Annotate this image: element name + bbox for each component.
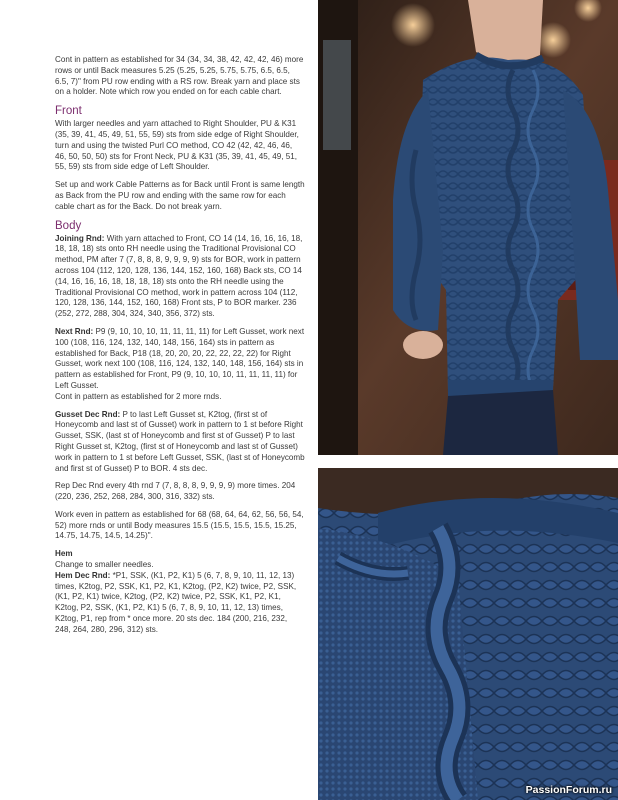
next-round-text: P9 (9, 10, 10, 10, 11, 11, 11, 11) for Left Gusset, work next 100 (108, 116, 124, 132, 140, 148, 156, 164) sts in pattern as established for Back, P18 (18, 20, 20, 20, 22, 22, 22, 22) for Right Gusset, work next 100 (108, 116, 124, 132, 140, 148, 156, 164) sts in pattern as established for Front, P9 (9, 10, 10, 10, 11, 11, 11, 11) for Left Gusset. [55, 326, 305, 390]
sweater-full-illustration [318, 0, 618, 455]
hem-change-paragraph: Change to smaller needles. [55, 560, 154, 570]
joining-round-text: With yarn attached to Front, CO 14 (14, 16, 16, 16, 18, 18, 18, 18) sts onto RH needle using the Traditional Provisional CO method, PM after 7 (7, 8, 8, 8, 9, 9, 9, 9) sts for BOR, work in pattern across 104 (112, 120, 128, 136, 144, 152, 160, 168) Back sts, CO 14 (14, 16, 16, 16, 18, 18, 18, 18) sts onto the RH needle using the Traditional Provisional CO method, work in pattern across 104 (112, 120, 128, 136, 144, 152, 160, 168) Front sts, P to BOR marker. 236 (252, 272, 288, 304, 324, 340, 356, 372) sts. [55, 233, 303, 319]
gusset-dec-paragraph [55, 410, 305, 475]
front-paragraph-1: With larger needles and yarn attached to Right Shoulder, PU & K31 (35, 39, 41, 45, 49, 51, 55, 59) sts from side edge of Right Shoulder, turn and using the twisted Purl CO method, CO 42 (42, 42, 46, 46, 46, 50, 50, 50) sts for Front Neck, PU & K31 (35, 39, 41, 45, 49, 51, 55, 59) sts from side edge of Left Shoulder. [55, 119, 299, 172]
work-even-paragraph: Work even in pattern as established for 68 (68, 64, 64, 62, 56, 56, 54, 52) more rnds or until Body measures 15.5 (15.5, 15.5, 15.5, 15.25, 14.75, 14.75, 14.5, 14.25)". [55, 509, 304, 541]
continue-paragraph: Cont in pattern as established for 2 more rnds. [55, 391, 222, 401]
hem-dec-text: *P1, SSK, (K1, P2, K1) 5 (6, 7, 8, 9, 10, 11, 12, 13) times, K2tog, P2, SSK, K1, P2, K1, K2tog, (P2, K2) twice, P2, SSK, (K1, P2, K1) twice, K2tog, (P2, K2) twice, P2, SSK, K1, P2, K1, K2tog, P2, SSK, (K1, P2, K1) 5 (6, 7, 8, 9, 10, 11, 12, 13) times, K2tog, P1, rep from * once more. 20 sts dec. 184 (200, 216, 232, 248, 264, 280, 296, 312) sts. [55, 570, 297, 634]
joining-round-paragraph [55, 234, 305, 320]
back-continue-paragraph: Cont in pattern as established for 34 (34, 34, 38, 42, 42, 42, 46) more rows or until Back measures 5.25 (5.25, 5.25, 5.75, 5.75, 6.5, 6.5, 6.5, 7)" from PU row ending with a RS row. Break yarn and place sts on a holder. Note which row you ended on for each cable chart. [55, 55, 304, 97]
front-heading: Front [55, 105, 82, 118]
pattern-text-column [55, 55, 305, 643]
next-round-label: Next Rnd: [55, 326, 94, 336]
gusset-dec-text: P to last Left Gusset st, K2tog, (first st of Honeycomb and last st of Gusset) work in pattern to 1 st before Right Gusset, SSK, (last st of Honeycomb and first st of Gusset) P to last Right Gusset st, K2tog, (first st of Honeycomb and last st of Gusset) work in pattern to 1 st before Left Gusset, SSK, (last st of Honeycomb and first st of Gusset) P to BOR. 4 sts dec. [55, 409, 305, 473]
body-heading: Body [55, 219, 82, 232]
front-paragraph-2: Set up and work Cable Patterns as for Back until Front is same length as Back from the PU row and ending with the same row for each cable chart as for the Back. Do not break yarn. [55, 180, 305, 211]
sweater-photo-full [318, 0, 618, 455]
hem-dec-label: Hem Dec Rnd: [55, 570, 111, 580]
sweater-photo-closeup [318, 468, 618, 800]
gusset-dec-label: Gusset Dec Rnd: [55, 409, 121, 419]
sweater-closeup-illustration [318, 468, 618, 800]
next-round-paragraph [55, 327, 305, 392]
watermark-text: PassionForum.ru [525, 784, 612, 796]
repeat-dec-paragraph: Rep Dec Rnd every 4th rnd 7 (7, 8, 8, 8, 9, 9, 9, 9) more times. 204 (220, 236, 252, 268, 284, 300, 316, 332) sts. [55, 481, 296, 502]
hem-dec-paragraph [55, 571, 305, 636]
hem-heading: Hem [55, 549, 73, 559]
joining-round-label: Joining Rnd: [55, 233, 105, 243]
